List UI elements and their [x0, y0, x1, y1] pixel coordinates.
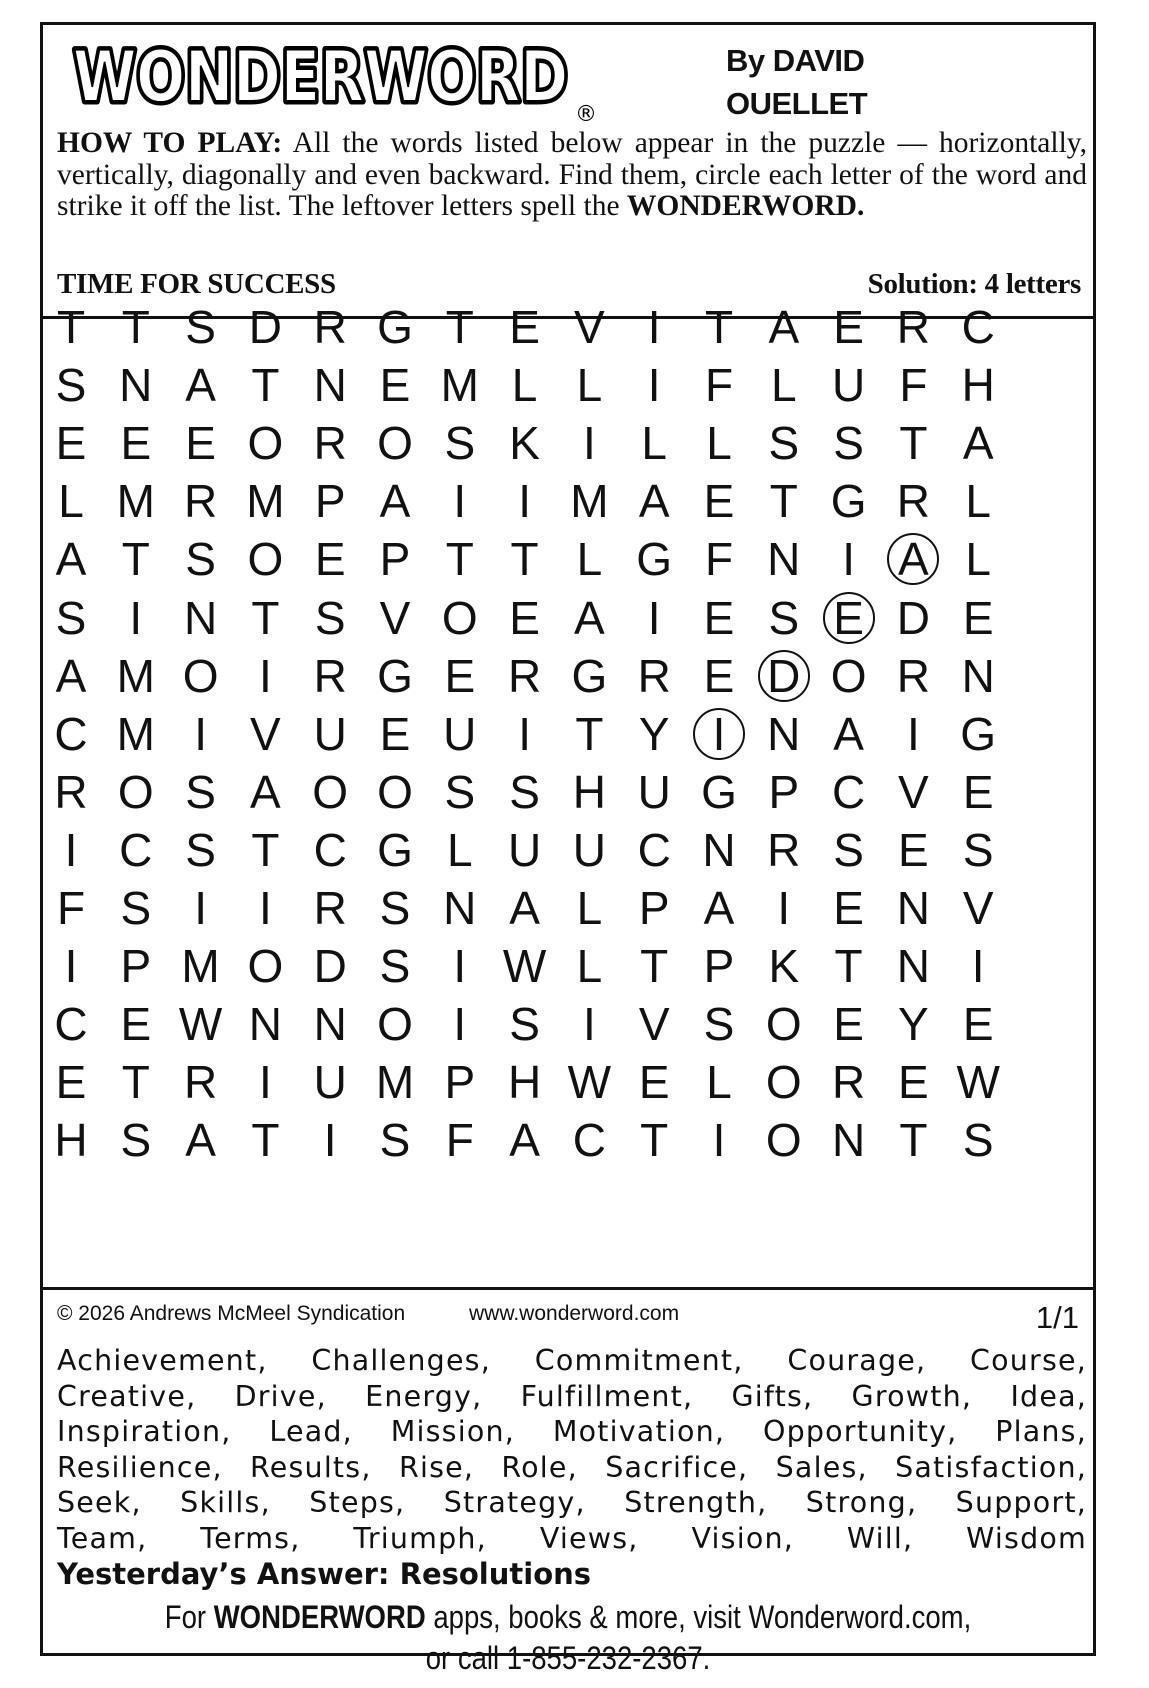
grid-cell[interactable]: R	[637, 649, 671, 702]
grid-cell[interactable]: S	[185, 823, 216, 876]
grid-cell[interactable]: O	[247, 417, 284, 470]
grid-cell[interactable]: N	[767, 707, 801, 760]
grid-cell[interactable]: S	[703, 998, 735, 1051]
grid-cell[interactable]: U	[507, 823, 542, 876]
grid-cell[interactable]: L	[58, 475, 84, 528]
grid-cell[interactable]: W	[956, 1056, 1000, 1109]
grid-cell[interactable]: P	[768, 765, 800, 818]
grid-cell[interactable]: S	[55, 359, 87, 412]
grid-cell[interactable]: D	[767, 649, 801, 702]
grid-cell[interactable]: V	[898, 765, 929, 818]
grid-cell[interactable]: S	[185, 765, 216, 818]
grid-cell[interactable]: G	[377, 649, 413, 702]
grid-cell[interactable]: N	[183, 591, 218, 644]
grid-cell[interactable]: I	[583, 998, 596, 1051]
grid-cell[interactable]: S	[120, 1114, 152, 1167]
grid-cell[interactable]: H	[54, 1114, 88, 1167]
grid-cell[interactable]: C	[831, 765, 866, 818]
grid-cell[interactable]: V	[638, 998, 670, 1051]
grid-cell[interactable]: A	[55, 533, 87, 586]
grid-cell[interactable]: L	[965, 475, 991, 528]
promo-line-2: or call 1-855-232-2367.	[425, 1640, 711, 1676]
grid-cell[interactable]: S	[962, 1114, 994, 1167]
grid-cell[interactable]: T	[704, 301, 734, 353]
grid-cell[interactable]: A	[185, 359, 216, 412]
grid-cell[interactable]: S	[379, 940, 411, 993]
grid-cell[interactable]: S	[444, 765, 476, 818]
grid-cell[interactable]: I	[518, 475, 531, 528]
grid-cell[interactable]: O	[247, 533, 284, 586]
grid-cell[interactable]: C	[119, 823, 153, 876]
grid-cell[interactable]: E	[444, 649, 476, 702]
promo-pre: For	[164, 1599, 214, 1635]
word-list-line: Creative, Drive, Energy, Fulfillment, Gifts, Growth, Idea,	[57, 1379, 1087, 1413]
grid-cell[interactable]: R	[767, 823, 801, 876]
promo-brand: WONDERWORD	[213, 1599, 426, 1635]
puzzle-frame	[40, 22, 1096, 1676]
grid-cell[interactable]: E	[833, 998, 864, 1051]
grid-cell[interactable]: A	[55, 649, 87, 702]
grid-cell[interactable]: R	[507, 649, 542, 702]
how-to-play-label: HOW TO PLAY:	[57, 127, 283, 159]
grid-cell[interactable]: V	[574, 301, 605, 353]
grid-cell[interactable]: L	[576, 359, 603, 412]
grid-cell[interactable]: W	[567, 1056, 612, 1109]
grid-cell[interactable]: G	[571, 649, 608, 702]
grid-cell[interactable]: I	[712, 1114, 726, 1167]
grid-cell[interactable]: O	[312, 765, 349, 818]
grid-cell[interactable]: L	[706, 417, 732, 470]
grid-cell[interactable]: W	[178, 998, 223, 1051]
grid-cell[interactable]: D	[313, 940, 347, 993]
grid-cell[interactable]: E	[55, 1056, 87, 1109]
byline-line-2: OUELLET	[726, 86, 868, 121]
grid-cell[interactable]: E	[120, 998, 152, 1051]
grid-cell[interactable]: S	[962, 823, 994, 876]
grid-cell[interactable]: K	[768, 940, 800, 993]
grid-cell[interactable]: P	[638, 882, 670, 934]
circled-letter-ring	[823, 592, 875, 644]
circled-letter-ring	[758, 650, 810, 702]
grid-cell[interactable]: T	[834, 940, 863, 993]
grid-cell[interactable]: T	[251, 359, 280, 412]
grid-cell[interactable]: O	[830, 649, 867, 702]
grid-cell[interactable]: E	[833, 591, 864, 644]
grid-cell[interactable]: E	[185, 417, 216, 470]
grid-cell[interactable]: I	[842, 533, 855, 586]
grid-cell[interactable]: C	[572, 1114, 606, 1167]
puzzle-theme: TIME FOR SUCCESS	[57, 268, 336, 300]
grid-cell[interactable]: O	[377, 765, 413, 818]
grid-cell[interactable]: R	[313, 301, 347, 353]
grid-cell[interactable]: M	[246, 475, 285, 528]
grid-cell[interactable]: T	[445, 301, 474, 353]
grid-cell[interactable]: I	[194, 707, 207, 760]
grid-cell[interactable]: H	[507, 1056, 542, 1109]
grid-cell[interactable]: Y	[638, 707, 670, 760]
svg-text:WONDERWORD: WONDERWORD	[73, 36, 568, 118]
yesterdays-answer: Yesterday’s Answer: Resolutions	[57, 1557, 592, 1591]
grid-cell[interactable]: U	[637, 765, 671, 818]
grid-cell[interactable]: P	[120, 940, 152, 993]
grid-cell[interactable]: I	[323, 1114, 337, 1167]
grid-cell[interactable]: F	[445, 1114, 474, 1167]
grid-cell[interactable]: T	[121, 1056, 150, 1109]
grid-cell[interactable]: E	[703, 475, 735, 528]
grid-cell[interactable]: R	[896, 649, 930, 702]
word-list-line: Seek, Skills, Steps, Strategy, Strength, Strong, Support,	[57, 1486, 1087, 1519]
grid-cell[interactable]: T	[56, 301, 86, 353]
grid-cell[interactable]: S	[444, 417, 476, 470]
grid-cell[interactable]: E	[703, 649, 735, 702]
grid-cell[interactable]: O	[765, 1056, 802, 1109]
grid-cell[interactable]: F	[56, 882, 86, 934]
grid-cell[interactable]: L	[511, 359, 538, 412]
grid-cell[interactable]: S	[833, 417, 864, 470]
grid-cell[interactable]: E	[898, 1056, 929, 1109]
grid-cell[interactable]: T	[640, 940, 669, 993]
grid-cell[interactable]: C	[54, 998, 88, 1051]
grid-cell[interactable]: U	[831, 359, 866, 412]
word-list	[57, 1343, 1087, 1556]
grid-cell[interactable]: A	[509, 882, 540, 934]
grid-cell[interactable]: T	[121, 533, 150, 586]
grid-cell[interactable]: H	[572, 765, 606, 818]
registered-mark: ®	[575, 102, 597, 125]
promo-line-1	[117, 1597, 1020, 1638]
grid-cell[interactable]: W	[502, 940, 547, 993]
grid-cell[interactable]: S	[55, 591, 87, 644]
grid-cell[interactable]: U	[313, 1056, 347, 1109]
grid-cell[interactable]: T	[445, 533, 474, 586]
grid-cell[interactable]: R	[54, 765, 88, 818]
circled-letter-ring	[693, 708, 745, 760]
grid-cell[interactable]: C	[637, 823, 671, 876]
grid-cell[interactable]: N	[896, 882, 930, 934]
grid-cell[interactable]: N	[443, 882, 477, 934]
grid-cell[interactable]: R	[831, 1056, 866, 1109]
grid-cell[interactable]: N	[313, 359, 347, 412]
grid-cell[interactable]: E	[833, 301, 864, 353]
grid-cell[interactable]: I	[647, 359, 661, 412]
grid-cell[interactable]: R	[313, 882, 347, 934]
grid-cell[interactable]: E	[314, 533, 346, 586]
grid-cell[interactable]: M	[116, 649, 155, 702]
grid-cell[interactable]: L	[576, 882, 603, 934]
grid-cell[interactable]: I	[971, 940, 985, 993]
grid-cell[interactable]: O	[182, 649, 219, 702]
grid-cell[interactable]: S	[833, 823, 864, 876]
byline-line-1: By DAVID	[726, 43, 865, 78]
grid-cell[interactable]: I	[518, 707, 531, 760]
word-list-line: Achievement, Challenges, Commitment, Courage, Course,	[57, 1344, 1087, 1377]
grid-cell[interactable]: E	[509, 301, 540, 353]
grid-cell[interactable]: G	[830, 475, 867, 528]
word-list-line: Inspiration, Lead, Mission, Motivation, Opportunity, Plans,	[57, 1415, 1087, 1448]
word-list-line: Resilience, Results, Rise, Role, Sacrifice, Sales, Satisfaction,	[57, 1450, 1087, 1484]
grid-cell[interactable]: I	[64, 940, 78, 993]
grid-cell[interactable]: E	[379, 707, 411, 760]
grid-cell[interactable]: A	[509, 1114, 540, 1167]
grid-cell[interactable]: M	[375, 1056, 415, 1109]
grid-cell[interactable]: I	[129, 591, 143, 644]
grid-cell[interactable]: O	[441, 591, 478, 644]
grid-cell[interactable]: U	[572, 823, 606, 876]
grid-cell[interactable]: N	[767, 533, 801, 586]
grid-cell[interactable]: T	[251, 591, 280, 644]
grid-cell[interactable]: I	[453, 475, 467, 528]
grid-cell[interactable]: T	[575, 707, 604, 760]
grid-cell[interactable]: R	[183, 1056, 218, 1109]
copyright: © 2026 Andrews McMeel Syndication	[57, 1302, 406, 1325]
grid-cell[interactable]: A	[833, 707, 864, 760]
grid-cell[interactable]: D	[248, 301, 282, 353]
grid-cell[interactable]: I	[647, 301, 661, 353]
grid-cell[interactable]: A	[898, 533, 929, 586]
grid-cell[interactable]: S	[509, 765, 540, 818]
grid-cell[interactable]: N	[702, 823, 736, 876]
grid-cell[interactable]: S	[768, 417, 800, 470]
grid-cell[interactable]: N	[313, 998, 347, 1051]
grid-cell[interactable]: O	[765, 1114, 802, 1167]
grid-cell[interactable]: A	[962, 417, 994, 470]
grid-cell[interactable]: U	[313, 707, 347, 760]
grid-cell[interactable]: S	[185, 301, 216, 353]
promo-text	[117, 1597, 1020, 1679]
grid-cell[interactable]: T	[899, 417, 928, 470]
grid-cell[interactable]: P	[379, 533, 411, 586]
word-list-line: Team, Terms, Triumph, Views, Vision, Will, Wisdom	[57, 1521, 1087, 1555]
grid-cell[interactable]: S	[120, 882, 152, 934]
grid-cell[interactable]: L	[706, 1056, 732, 1109]
grid-cell[interactable]: E	[638, 1056, 670, 1109]
grid-cell[interactable]: E	[379, 359, 411, 412]
grid-cell[interactable]: I	[777, 882, 791, 934]
grid-cell[interactable]: P	[444, 1056, 476, 1109]
grid-cell[interactable]: L	[576, 533, 603, 586]
grid-cell[interactable]: N	[119, 359, 153, 412]
grid-cell[interactable]: A	[703, 882, 735, 934]
grid-cell[interactable]: F	[899, 359, 928, 412]
grid-cell[interactable]: O	[117, 765, 154, 818]
grid-cell[interactable]: I	[907, 707, 920, 760]
grid-cell[interactable]: S	[768, 591, 800, 644]
grid-cell[interactable]: E	[120, 417, 152, 470]
grid-cell[interactable]: L	[965, 533, 991, 586]
grid-cell[interactable]: P	[703, 940, 735, 993]
grid-cell[interactable]: S	[379, 882, 411, 934]
grid-cell[interactable]: D	[896, 591, 930, 644]
grid-cell[interactable]: S	[314, 591, 346, 644]
grid-cell[interactable]: T	[640, 1114, 669, 1167]
grid-cell[interactable]: F	[704, 533, 734, 586]
grid-cell[interactable]: M	[116, 707, 155, 760]
grid-cell[interactable]: E	[962, 998, 994, 1051]
grid-cell[interactable]: S	[379, 1114, 411, 1167]
grid-cell[interactable]: E	[962, 765, 994, 818]
grid-cell[interactable]: M	[181, 940, 220, 993]
grid-cell[interactable]: S	[185, 533, 216, 586]
grid-cell[interactable]: A	[638, 475, 670, 528]
grid-cell[interactable]: F	[704, 359, 734, 412]
grid-cell[interactable]: I	[453, 998, 467, 1051]
grid-cell[interactable]: N	[961, 649, 995, 702]
grid-cell[interactable]: T	[899, 1114, 928, 1167]
grid-cell[interactable]: A	[250, 765, 281, 818]
grid-cell[interactable]: T	[769, 475, 798, 528]
grid-cell[interactable]: M	[440, 359, 479, 412]
grid-cell[interactable]: G	[701, 765, 737, 818]
grid-cell[interactable]: V	[250, 707, 281, 760]
grid-cell[interactable]: T	[251, 823, 280, 876]
grid-cell[interactable]: O	[377, 417, 413, 470]
solution-hint: Solution: 4 letters	[867, 268, 1081, 300]
grid-cell[interactable]: E	[703, 591, 735, 644]
grid-cell[interactable]: I	[259, 649, 272, 702]
grid-cell[interactable]: G	[377, 301, 413, 353]
grid-cell[interactable]: L	[576, 940, 603, 993]
grid-cell[interactable]: Y	[898, 998, 929, 1051]
grid-cell[interactable]: R	[896, 475, 930, 528]
page-number: 1/1	[1035, 1300, 1079, 1335]
grid-cell[interactable]: R	[313, 417, 347, 470]
grid-cell[interactable]: R	[183, 475, 218, 528]
grid-cell[interactable]: O	[377, 998, 413, 1051]
grid-cell[interactable]: N	[896, 940, 930, 993]
grid-cell[interactable]: N	[248, 998, 282, 1051]
grid-cell[interactable]: A	[185, 1114, 216, 1167]
grid-cell[interactable]: T	[121, 301, 150, 353]
how-to-play-text: All the words listed below appear in the puzzle — horizontally, vertically, diagonally and even backward. Find them, circle each letter of the word and strike it off the list. The leftover letters spell the	[57, 127, 1087, 222]
grid-cell[interactable]: I	[259, 1056, 272, 1109]
grid-cell[interactable]: M	[570, 475, 609, 528]
grid-cell[interactable]: A	[768, 301, 800, 353]
grid-cell[interactable]: V	[962, 882, 994, 934]
grid-cell[interactable]: G	[636, 533, 673, 586]
grid-cell[interactable]: T	[510, 533, 539, 586]
grid-cell[interactable]: E	[898, 823, 929, 876]
grid-cell[interactable]: O	[247, 940, 284, 993]
grid-cell[interactable]: I	[712, 707, 726, 760]
grid-cell[interactable]: I	[453, 940, 467, 993]
grid-cell[interactable]: R	[313, 649, 347, 702]
grid-cell[interactable]: G	[377, 823, 413, 876]
grid-cell[interactable]: T	[251, 1114, 280, 1167]
grid-cell[interactable]: S	[509, 998, 540, 1051]
grid-cell[interactable]: C	[54, 707, 88, 760]
grid-cell[interactable]: L	[641, 417, 667, 470]
grid-cell[interactable]: U	[443, 707, 477, 760]
website-link[interactable]: www.wonderword.com	[469, 1302, 680, 1325]
grid-cell[interactable]: I	[583, 417, 596, 470]
grid-cell[interactable]: R	[896, 301, 930, 353]
grid-cell[interactable]: L	[771, 359, 797, 412]
divider-bottom	[43, 1287, 1093, 1290]
grid-cell[interactable]: L	[447, 823, 473, 876]
grid-cell[interactable]: I	[194, 882, 207, 934]
grid-cell[interactable]: C	[961, 301, 995, 353]
grid-cell[interactable]: A	[379, 475, 411, 528]
grid-cell[interactable]: N	[831, 1114, 866, 1167]
svg-text:WONDERWORD: WONDERWORD	[73, 36, 568, 118]
grid-cell[interactable]: V	[379, 591, 411, 644]
how-to-play-end-label: WONDERWORD.	[626, 190, 865, 222]
grid-cell[interactable]: M	[116, 475, 155, 528]
grid-cell[interactable]: E	[55, 417, 87, 470]
grid-cell[interactable]: E	[833, 882, 864, 934]
promo-post: apps, books & more, visit Wonderword.com,	[425, 1599, 972, 1635]
grid-cell[interactable]: O	[765, 998, 802, 1051]
grid-cell[interactable]: I	[64, 823, 78, 876]
grid-cell[interactable]: E	[509, 591, 540, 644]
grid-cell[interactable]: A	[574, 591, 605, 644]
grid-cell[interactable]: G	[960, 707, 997, 760]
grid-cell[interactable]: K	[509, 417, 540, 470]
grid-cell[interactable]: H	[961, 359, 995, 412]
grid-cell[interactable]: C	[313, 823, 347, 876]
grid-cell[interactable]: I	[647, 591, 661, 644]
grid-cell[interactable]: P	[314, 475, 346, 528]
grid-cell[interactable]: E	[962, 591, 994, 644]
grid-cell[interactable]: I	[259, 882, 272, 934]
